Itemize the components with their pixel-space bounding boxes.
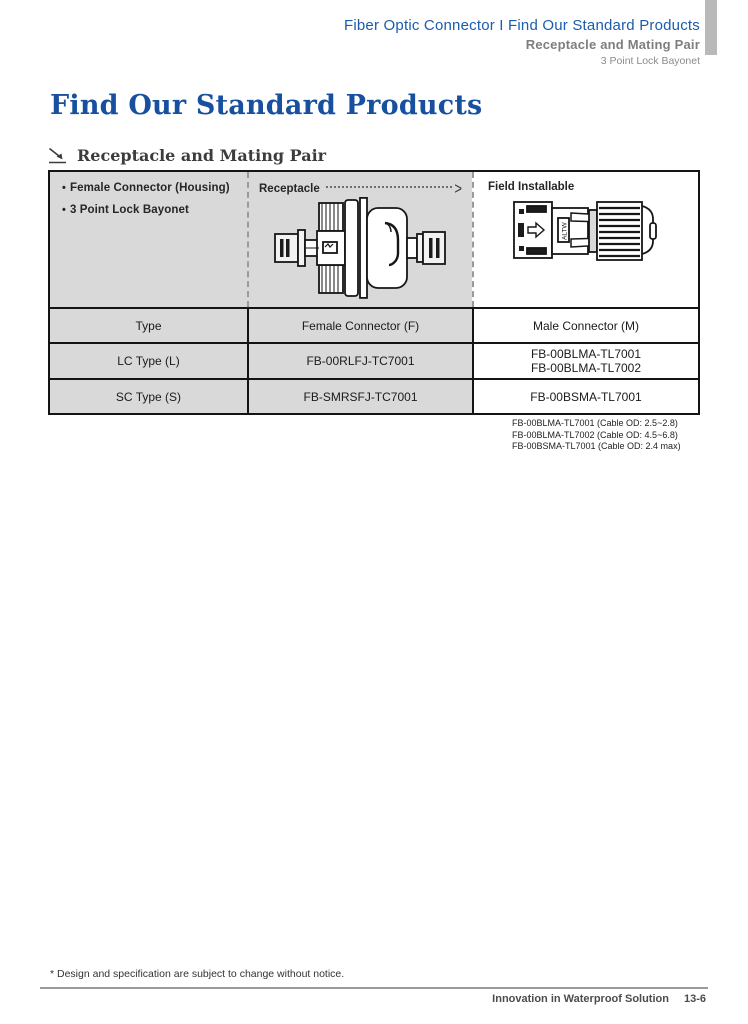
sc-male-cell: FB-00BSMA-TL7001 <box>472 380 698 413</box>
sc-female-cell: FB-SMRSFJ-TC7001 <box>247 380 472 413</box>
receptacle-cell <box>247 172 472 307</box>
arrowhead-icon: > <box>454 179 462 198</box>
feature-label: Female Connector (Housing) <box>69 182 230 194</box>
lc-male-cell <box>472 344 698 378</box>
field-installable-label: Field Installable <box>488 181 575 193</box>
footer-slogan: Innovation in Waterproof Solution <box>492 993 669 1005</box>
header-variant: 3 Point Lock Bayonet <box>600 55 700 67</box>
feature-item <box>62 182 247 195</box>
sc-type-cell: SC Type (S) <box>50 380 247 413</box>
footnote-line: FB-00BLMA-TL7002 (Cable OD: 4.5~6.8) <box>512 429 678 440</box>
col-header-type: Type <box>50 309 247 342</box>
corner-arrow-icon <box>48 147 68 164</box>
disclaimer-text: * Design and specification are subject to change without notice. <box>50 968 345 980</box>
col-header-female: Female Connector (F) <box>247 309 472 342</box>
feature-item <box>62 204 247 217</box>
features-cell <box>50 172 247 307</box>
bullet-icon: • <box>62 182 66 194</box>
page-header <box>344 17 700 67</box>
footer-divider <box>40 987 708 989</box>
page-edge-tab <box>705 0 717 55</box>
drawing-brand-label: ALTW <box>561 222 569 240</box>
male-connector-drawing <box>511 199 661 261</box>
table-header-row <box>50 307 698 342</box>
table-row-sc <box>50 378 698 413</box>
lc-male-part-1: FB-00BLMA-TL7001 <box>530 347 642 361</box>
section-heading-label: Receptacle and Mating Pair <box>77 146 327 165</box>
lc-type-cell: LC Type (L) <box>50 344 247 378</box>
receptacle-label: Receptacle <box>259 183 320 195</box>
field-installable-cell <box>472 172 698 307</box>
receptacle-header <box>249 172 472 197</box>
table-row-lc <box>50 342 698 378</box>
page-title: Find Our Standard Products <box>50 90 483 121</box>
feature-label: 3 Point Lock Bayonet <box>69 204 189 216</box>
product-table <box>48 170 700 415</box>
section-heading <box>48 146 326 165</box>
table-image-row <box>50 172 698 307</box>
bullet-icon: • <box>62 204 66 216</box>
page-number: 13-6 <box>683 993 706 1005</box>
male-drawing-wrap <box>474 199 698 261</box>
lc-female-cell: FB-00RLFJ-TC7001 <box>247 344 472 378</box>
header-subtitle: Receptacle and Mating Pair <box>525 37 700 52</box>
receptacle-drawing <box>273 197 449 299</box>
cable-od-footnotes <box>512 418 681 453</box>
page-footer <box>492 993 706 1005</box>
footnote-line: FB-00BSMA-TL7001 (Cable OD: 2.4 max) <box>512 441 681 451</box>
dotted-leader-line <box>326 186 453 188</box>
lc-male-part-2: FB-00BLMA-TL7002 <box>530 361 642 375</box>
col-header-male: Male Connector (M) <box>472 309 698 342</box>
footnote-line: FB-00BLMA-TL7001 (Cable OD: 2.5~2.8) <box>512 418 678 428</box>
receptacle-drawing-wrap <box>249 197 472 299</box>
breadcrumb: Fiber Optic Connector I Find Our Standard Products <box>344 17 700 34</box>
